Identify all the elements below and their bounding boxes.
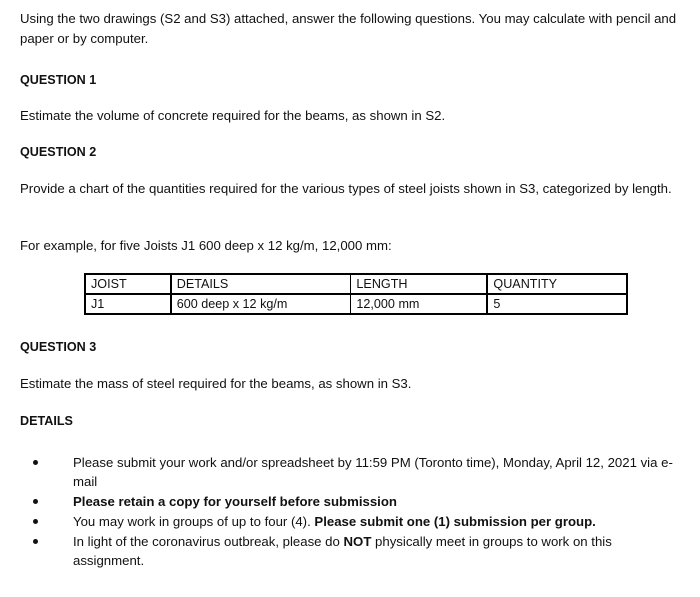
question-1-heading: QUESTION 1 <box>20 73 97 87</box>
list-item <box>20 492 680 511</box>
header-details: DETAILS <box>171 274 351 294</box>
table-header-row <box>85 274 627 294</box>
bullet-icon <box>33 460 38 465</box>
question-2-example: For example, for five Joists J1 600 deep x 12 kg/m, 12,000 mm: <box>20 238 392 253</box>
details-item-3-bold: Please submit one (1) submission per group. <box>314 514 596 529</box>
details-item-4-bold: NOT <box>343 534 372 549</box>
header-quantity: QUANTITY <box>487 274 627 294</box>
cell-quantity: 5 <box>487 294 627 314</box>
details-item-4-pre: In light of the coronavirus outbreak, please do <box>73 534 340 549</box>
question-3-text: Estimate the mass of steel required for the beams, as shown in S3. <box>20 376 412 391</box>
table-row <box>85 294 627 314</box>
joist-example-table <box>84 273 628 315</box>
details-item-2-text: Please retain a copy for yourself before submission <box>73 494 397 509</box>
intro-paragraph: Using the two drawings (S2 and S3) attached, answer the following questions. You may calculate with pencil and paper or by computer. <box>20 11 677 46</box>
cell-joist: J1 <box>85 294 171 314</box>
question-2-heading: QUESTION 2 <box>20 145 97 159</box>
list-item <box>20 532 680 570</box>
cell-details: 600 deep x 12 kg/m <box>171 294 351 314</box>
details-list <box>20 453 680 571</box>
details-item-4-post: physically meet in groups to work on this assignment. <box>73 534 612 568</box>
question-2-text: Provide a chart of the quantities required for the various types of steel joists shown in S3, categorized by length. <box>20 181 672 196</box>
cell-length: 12,000 mm <box>351 294 487 314</box>
details-heading: DETAILS <box>20 414 73 428</box>
bullet-icon <box>33 499 38 504</box>
header-joist: JOIST <box>85 274 171 294</box>
details-item-1-text: Please submit your work and/or spreadsheet by 11:59 PM (Toronto time), Monday, April 12, 2021 via e-mail <box>73 455 673 489</box>
list-item <box>20 512 680 531</box>
header-length: LENGTH <box>351 274 487 294</box>
bullet-icon <box>33 519 38 524</box>
list-item <box>20 453 680 491</box>
bullet-icon <box>33 539 38 544</box>
details-item-3-text: You may work in groups of up to four (4). <box>73 514 311 529</box>
question-1-text: Estimate the volume of concrete required for the beams, as shown in S2. <box>20 108 446 123</box>
question-3-heading: QUESTION 3 <box>20 340 97 354</box>
